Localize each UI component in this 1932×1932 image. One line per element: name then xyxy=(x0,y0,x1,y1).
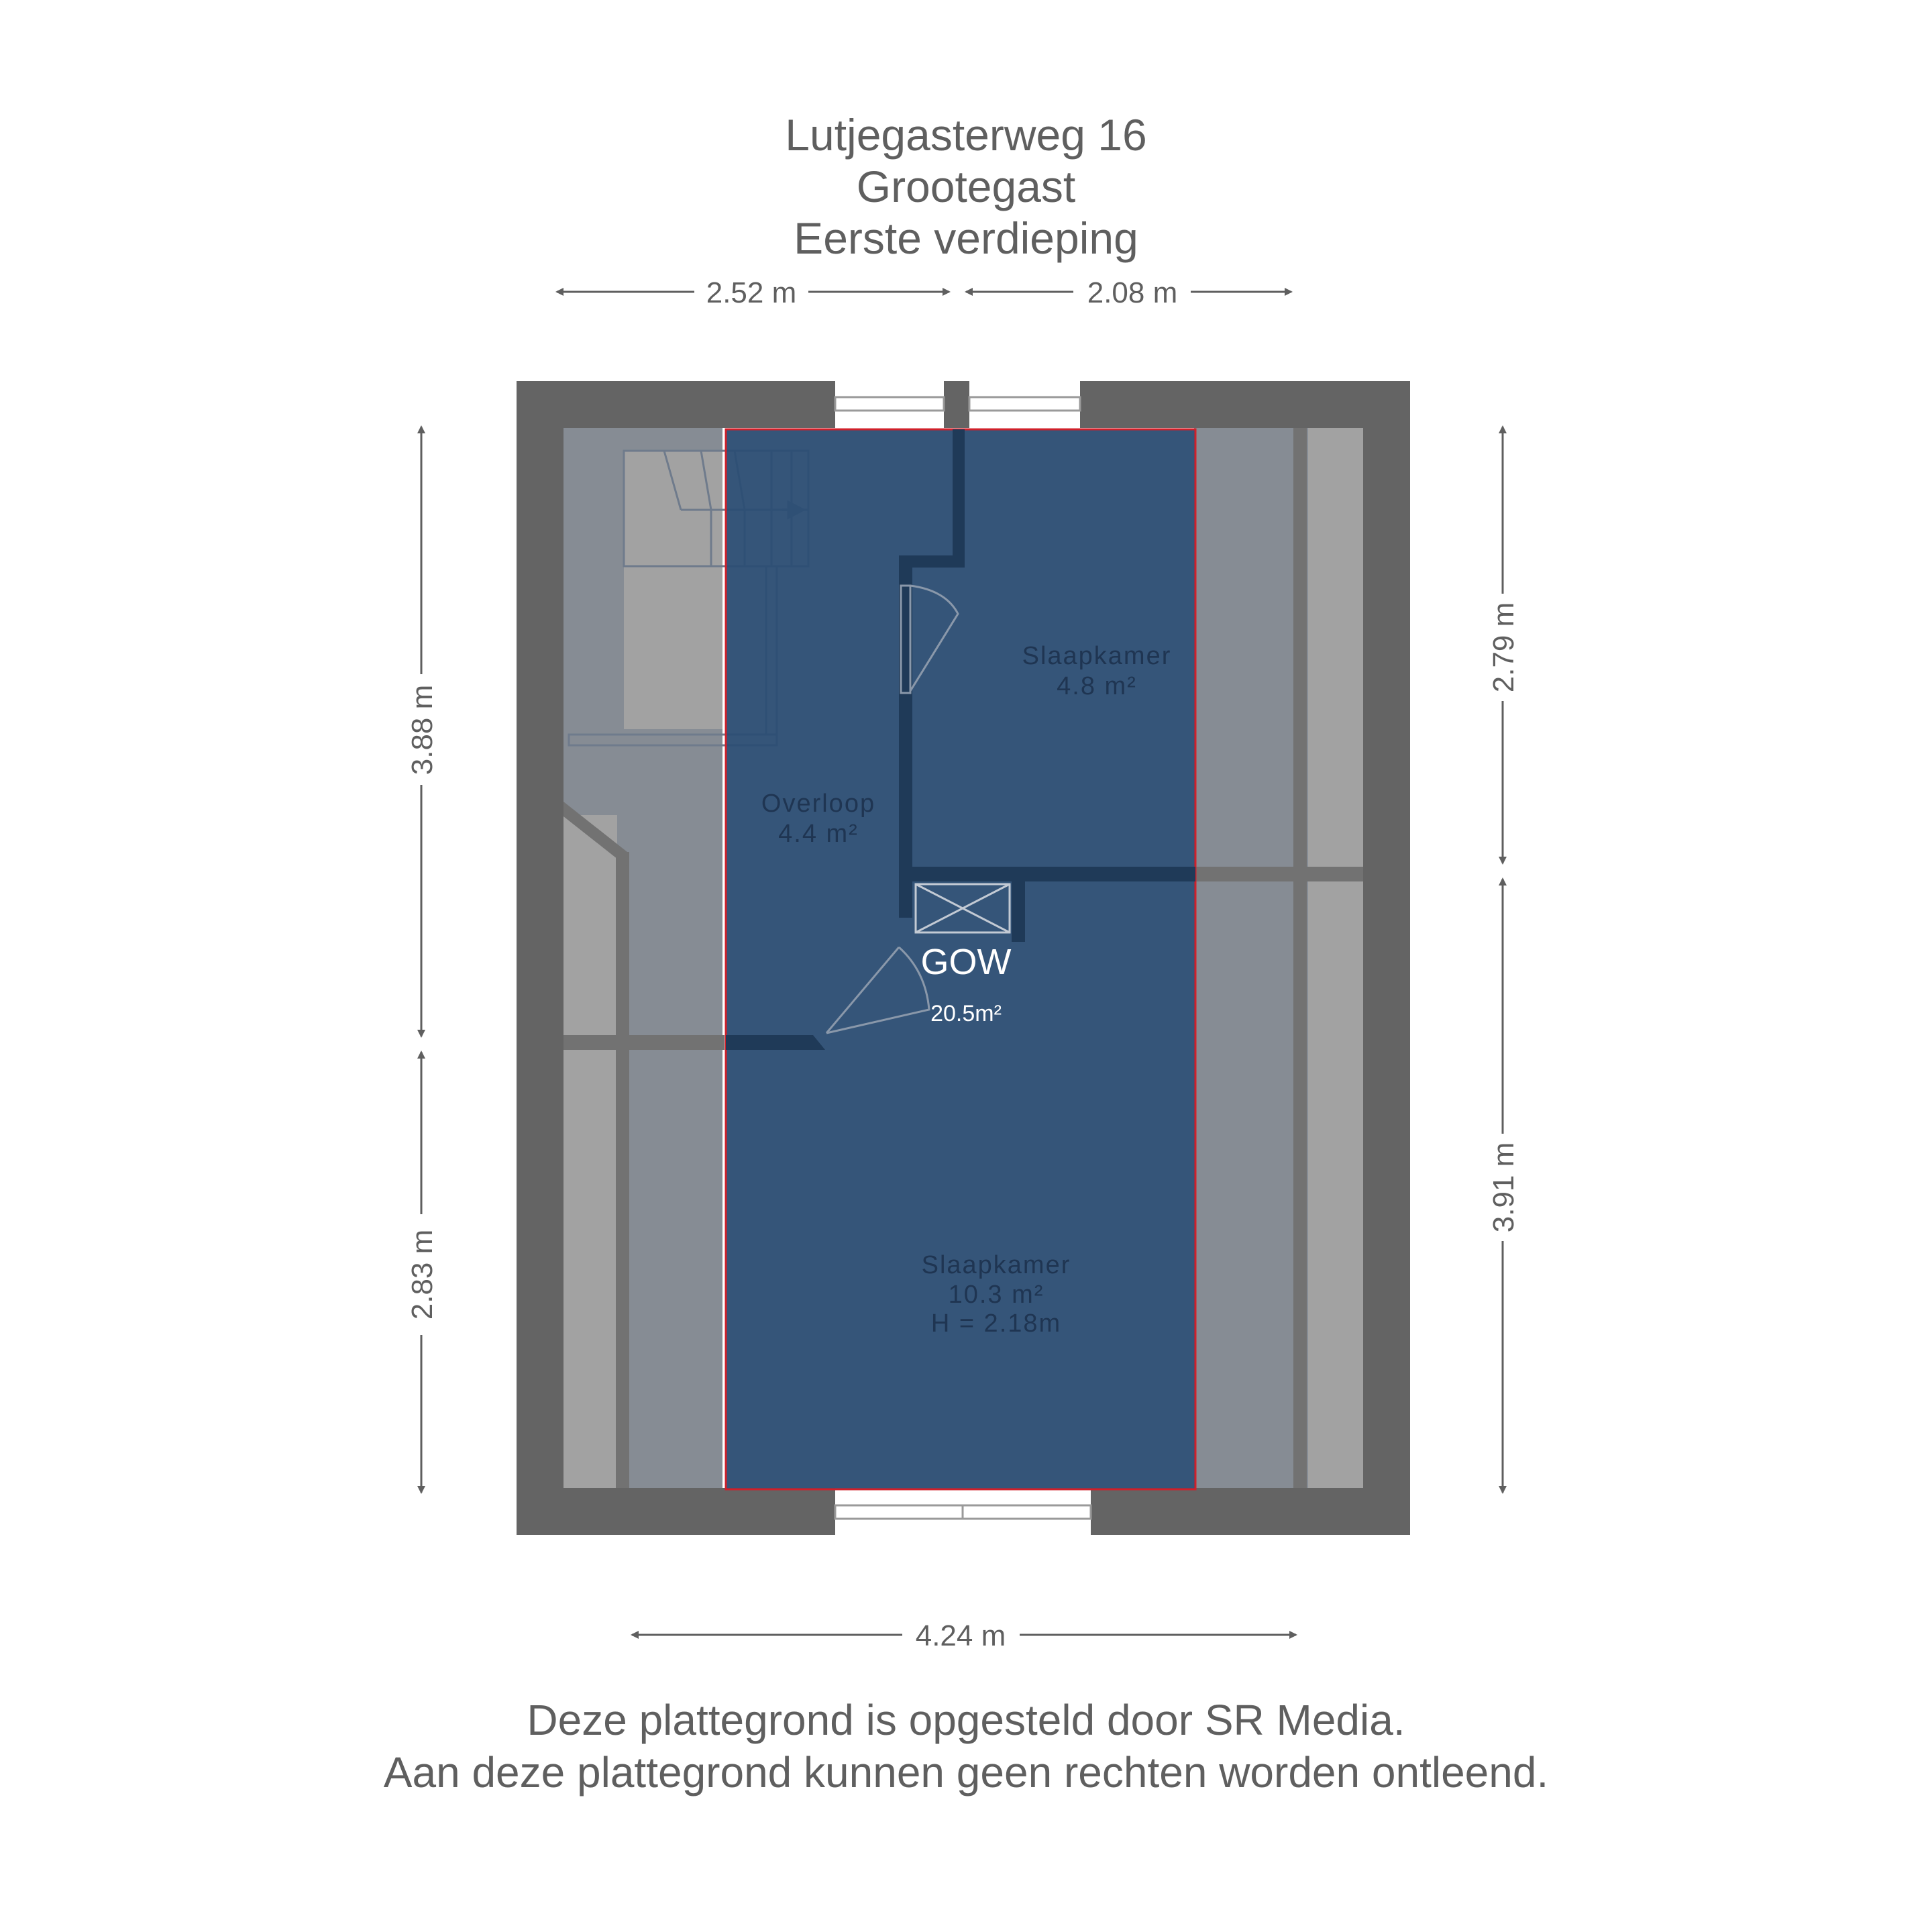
room-slaapkamer-large-height: H = 2.18m xyxy=(930,1309,1062,1338)
floor-right-knee xyxy=(1308,428,1363,1488)
dim-right-upper-label: 2.79 m xyxy=(1487,602,1520,693)
floor-right-divider xyxy=(1194,867,1363,881)
room-slaapkamer-large-area: 10.3 m² xyxy=(948,1281,1044,1309)
floor-left-divider xyxy=(564,1035,724,1050)
footer-line-2: Aan deze plattegrond kunnen geen rechten worden ontleend. xyxy=(383,1748,1549,1796)
dim-left-upper-label: 3.88 m xyxy=(406,684,439,775)
title-floor: Eerste verdieping xyxy=(794,213,1138,263)
window-top-left xyxy=(835,397,944,411)
gow-area: 20.5m² xyxy=(930,1001,1002,1026)
dim-right-lower-label: 3.91 m xyxy=(1487,1142,1520,1233)
dim-top-left-label: 2.52 m xyxy=(706,276,797,309)
dim-bottom-label: 4.24 m xyxy=(915,1619,1006,1652)
footer-line-1: Deze plattegrond is opgesteld door SR Media. xyxy=(527,1696,1405,1744)
room-slaapkamer-large-name: Slaapkamer xyxy=(921,1251,1071,1279)
gow-label: GOW xyxy=(920,942,1012,982)
dim-left-lower-label: 2.83 m xyxy=(406,1229,439,1320)
room-overloop-area: 4.4 m² xyxy=(778,820,859,848)
floor-left-post xyxy=(616,852,629,1488)
floor-right-post xyxy=(1293,428,1307,1488)
title-address: Lutjegasterweg 16 xyxy=(785,110,1147,160)
title-city: Grootegast xyxy=(856,162,1076,211)
room-slaapkamer-small-name: Slaapkamer xyxy=(1022,642,1172,670)
room-overloop-name: Overloop xyxy=(761,790,876,818)
dim-top-right-label: 2.08 m xyxy=(1087,276,1178,309)
room-slaapkamer-small-area: 4.8 m² xyxy=(1057,672,1137,700)
window-top-right xyxy=(969,397,1080,411)
floor-left-knee xyxy=(564,815,617,1488)
